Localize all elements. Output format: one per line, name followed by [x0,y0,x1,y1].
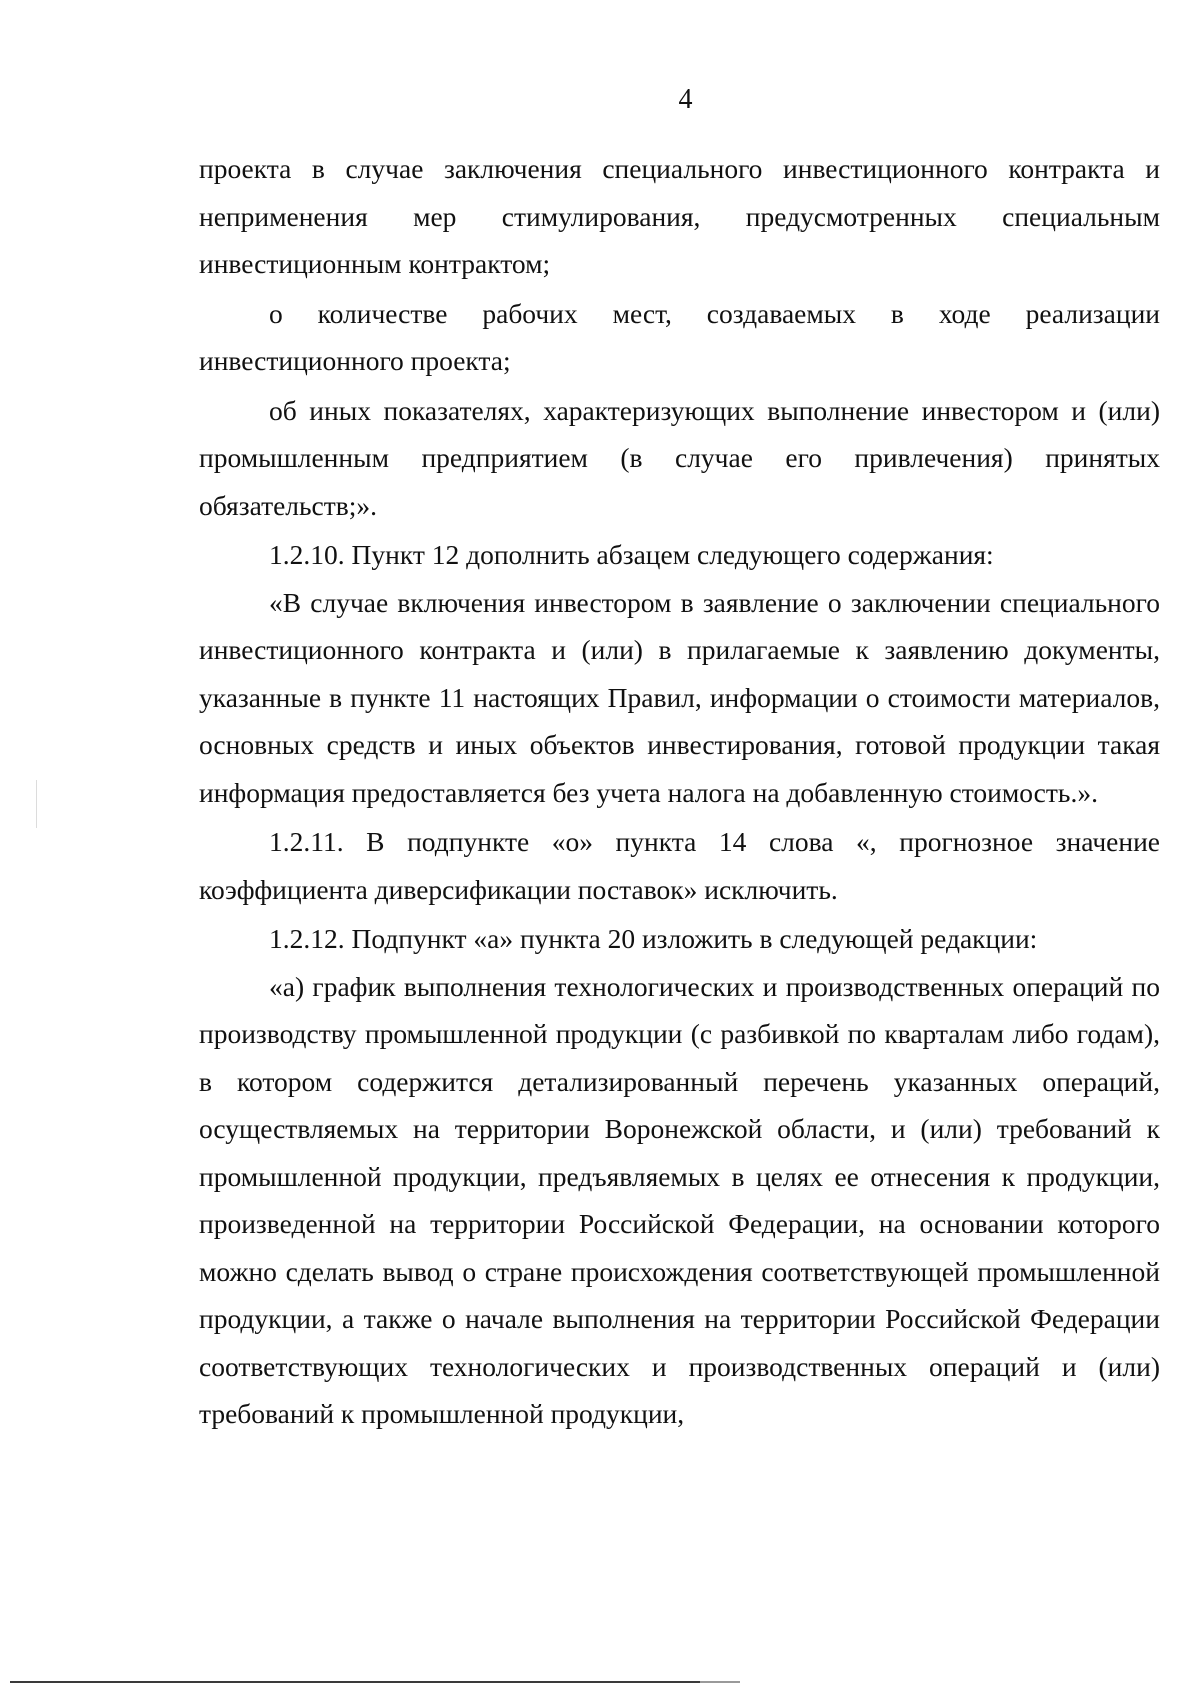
paragraph-continuation: проекта в случае заключения специального инвестиционного контракта и неприменения мер стимулирования, предусмотренных специальным инвестиционным контрактом; [199,153,1160,279]
paragraph-subitem-a: «а) график выполнения технологических и производственных операций по производству промышленной продукции (с разбивкой по кварталам либо годам), в котором содержится детализированный перечень указанных операций, осуществляемых на территории Воронежской области, и (или) требований к промышленной продукции, предъявляемых в целях ее отнесения к продукции, произведенной на территории Российской Федерации, на основании которого можно сделать вывод о стране происхождения соответствующей промышленной продукции, а также о начале выполнения на территории Российской Федерации соответствующих технологических и производственных операций и (или) требований к промышленной продукции, [199,970,1160,1429]
paragraph-workplaces: о количестве рабочих мест, создаваемых в ходе реализации инвестиционного проекта; [199,297,1160,376]
paragraph-1-2-11: 1.2.11. В подпункте «о» пункта 14 слова «, прогнозное значение коэффициента диверсификации поставок» исключить. [199,826,1160,905]
scan-bottom-line-tail [700,1681,740,1683]
scan-bottom-line [10,1681,730,1683]
paragraph-quoted-addition: «В случае включения инвестором в заявление о заключении специального инвестиционного контракта и (или) в прилагаемые к заявлению документы, указанные в пункте 11 настоящих Правил, информации о стоимости материалов, основных средств и иных объектов инвестирования, готовой продукции такая информация предоставляется без учета налога на добавленную стоимость.». [199,586,1160,808]
page-number: 4 [678,84,693,115]
paragraph-1-2-10: 1.2.10. Пункт 12 дополнить абзацем следующего содержания: [269,539,994,570]
paragraph-1-2-12: 1.2.12. Подпункт «а» пункта 20 изложить в следующей редакции: [269,923,1038,954]
scan-edge-mark [36,780,37,828]
document-body [199,145,1160,1438]
paragraph-other-indicators: об иных показателях, характеризующих выполнение инвестором и (или) промышленным предприятием (в случае его привлечения) принятых обязательств;». [199,394,1160,521]
